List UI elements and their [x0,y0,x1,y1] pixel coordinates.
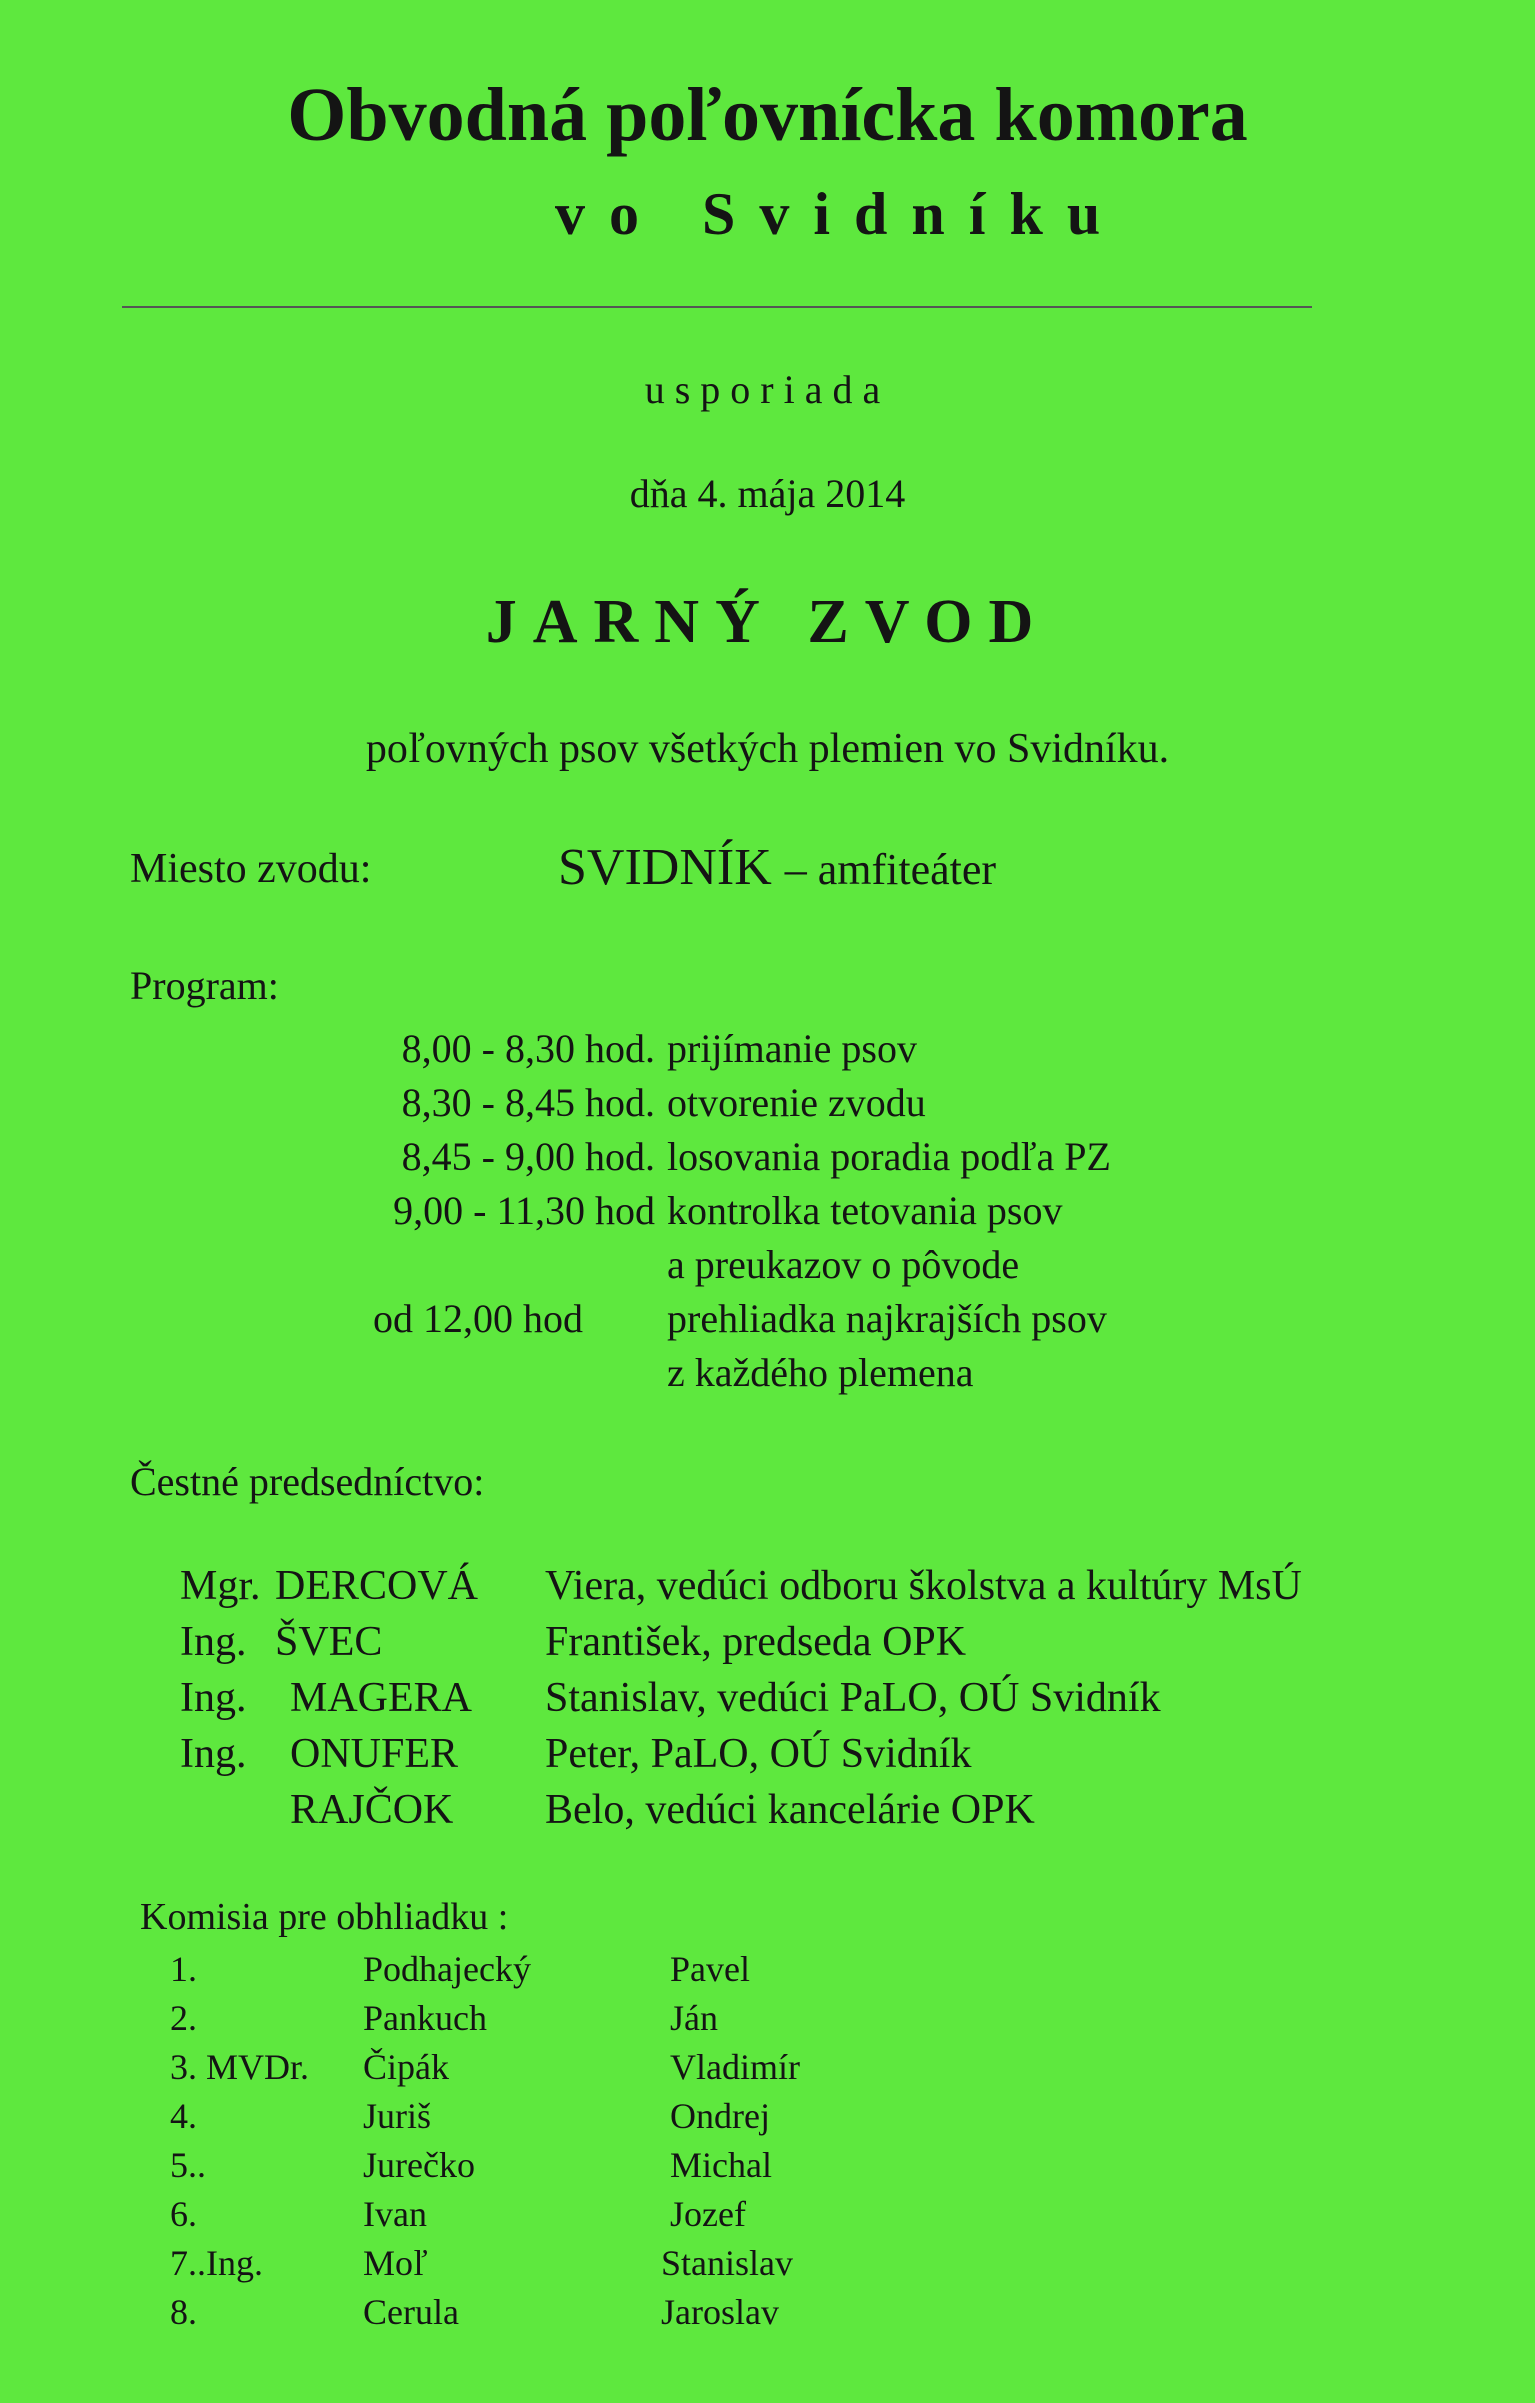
poster-subtitle: vo Svidníku [555,181,1125,247]
event-date: dňa 4. mája 2014 [629,471,906,516]
venue-value [558,838,996,897]
member-title: Ing. [180,1675,247,1721]
event-name: JARNÝ ZVOD [485,588,1050,656]
program-time: 9,00 - 11,30 hod [393,1188,655,1233]
program-desc: kontrolka tetovania psov [667,1188,1063,1233]
member-surname: Ivan [363,2194,427,2234]
member-number: 7..Ing. [170,2243,263,2283]
event-description: poľovných psov všetkých plemien vo Svidníku. [365,726,1170,772]
member-firstname: Jaroslav [661,2292,779,2332]
program-desc: prijímanie psov [667,1026,917,1071]
program-time: 8,00 - 8,30 hod. [401,1026,655,1071]
member-number: 8. [170,2292,197,2332]
member-details: Stanislav, vedúci PaLO, OÚ Svidník [545,1675,1161,1721]
member-details: Viera, vedúci odboru školstva a kultúry MsÚ [545,1563,1302,1609]
member-surname: MAGERA [290,1675,473,1721]
venue-place: SVIDNÍK [558,839,772,896]
member-surname: ŠVEC [275,1619,383,1665]
member-surname: Moľ [363,2243,428,2283]
member-details: František, predseda OPK [545,1619,967,1665]
member-number: 5.. [170,2145,206,2185]
member-firstname: Ondrej [670,2096,770,2136]
program-time: od 12,00 hod [373,1296,583,1341]
program-desc: otvorenie zvodu [667,1080,926,1125]
program-desc: a preukazov o pôvode [667,1242,1020,1287]
program-desc: losovania poradia podľa PZ [667,1134,1111,1179]
member-surname: Podhajecký [363,1949,531,1989]
member-title: Ing. [180,1619,247,1665]
commission-label: Komisia pre obhliadku : [140,1896,509,1938]
poster-title: Obvodná poľovnícka komora [287,73,1248,157]
venue-detail: – amfiteáter [784,845,997,894]
member-surname: Jurečko [363,2145,475,2185]
divider [122,306,1312,308]
venue-label: Miesto zvodu: [130,846,372,892]
member-firstname: Stanislav [661,2243,793,2283]
program-desc: z každého plemena [667,1350,974,1395]
member-number: 4. [170,2096,197,2136]
member-firstname: Vladimír [670,2047,800,2087]
member-details: Peter, PaLO, OÚ Svidník [545,1731,972,1777]
program-desc: prehliadka najkrajších psov [667,1296,1107,1341]
member-surname: RAJČOK [290,1787,454,1833]
member-details: Belo, vedúci kancelárie OPK [545,1787,1035,1833]
member-surname: ONUFER [290,1731,459,1777]
member-title: Ing. [180,1731,247,1777]
member-number: 2. [170,1998,197,2038]
program-label: Program: [130,963,279,1008]
member-number: 6. [170,2194,197,2234]
member-firstname: Pavel [670,1949,750,1989]
member-firstname: Ján [670,1998,718,2038]
member-surname: Pankuch [363,1998,487,2038]
program-time: 8,30 - 8,45 hod. [401,1080,655,1125]
organizes-text: usporiada [644,367,891,412]
presidium-label: Čestné predsedníctvo: [130,1459,485,1504]
member-surname: DERCOVÁ [275,1563,479,1609]
member-firstname: Jozef [670,2194,746,2234]
member-surname: Čipák [363,2047,449,2087]
program-time: 8,45 - 9,00 hod. [401,1134,655,1179]
member-surname: Cerula [363,2292,459,2332]
member-title: Mgr. [180,1563,261,1609]
member-firstname: Michal [670,2145,772,2185]
member-surname: Juriš [363,2096,432,2136]
member-number: 3. MVDr. [170,2047,310,2087]
member-number: 1. [170,1949,197,1989]
